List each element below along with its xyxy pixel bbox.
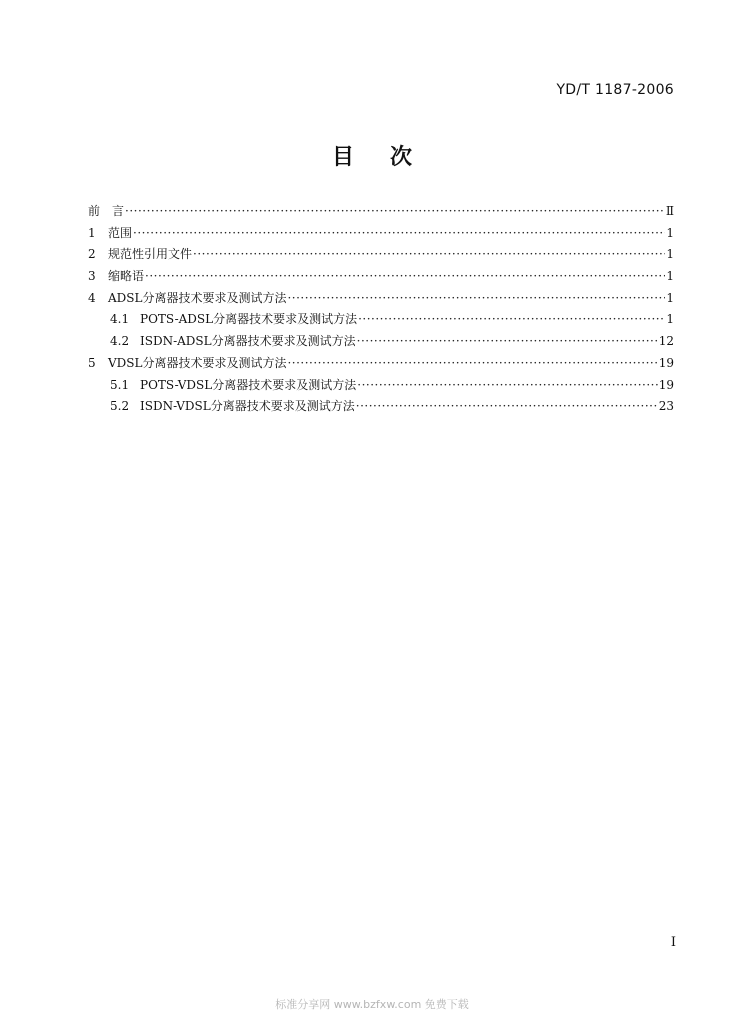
- toc-entry-page: 1: [666, 247, 674, 262]
- toc-entry-page: 23: [658, 399, 674, 414]
- toc-entry-number: 5.2: [110, 399, 130, 414]
- toc-entry-4-1[interactable]: [88, 309, 674, 331]
- toc-entry-text: 规范性引用文件: [108, 247, 193, 262]
- toc-entry-text: 缩略语: [108, 269, 145, 284]
- toc-entry-number: 1: [88, 225, 96, 240]
- toc-leader-dots: [145, 266, 665, 288]
- toc-leader-dots: [357, 375, 657, 397]
- toc-leader-dots: [133, 223, 665, 245]
- toc-entry-text: ISDN-VDSL分离器技术要求及测试方法: [140, 399, 355, 414]
- toc-entry-3[interactable]: [88, 266, 674, 288]
- document-code: YD/T 1187-2006: [556, 82, 674, 98]
- toc-leader-dots: [193, 244, 665, 266]
- watermark-text: 标准分享网 www.bzfxw.com 免费下载: [275, 998, 469, 1011]
- page-number: I: [670, 935, 676, 950]
- toc-entry-2[interactable]: [88, 244, 674, 266]
- toc-leader-dots: [356, 396, 658, 418]
- toc-entry-page: 1: [666, 312, 674, 327]
- toc-entry-number: 4.2: [110, 334, 130, 349]
- toc-entry-4[interactable]: [88, 288, 674, 310]
- toc-entry-5-1[interactable]: [88, 375, 674, 397]
- toc-entry-page: Ⅱ: [665, 204, 674, 218]
- toc-entry-number: 2: [88, 247, 96, 262]
- toc-entry-page: 1: [666, 290, 674, 305]
- toc-entry-page: 1: [666, 225, 674, 240]
- toc-leader-dots: [125, 201, 665, 223]
- toc-entry-number: 3: [88, 269, 96, 284]
- toc-entry-number: 4.1: [110, 312, 130, 327]
- toc-leader-dots: [287, 353, 657, 375]
- table-of-contents: [88, 201, 674, 418]
- toc-entry-1[interactable]: [88, 223, 674, 245]
- toc-entry-foreword[interactable]: [88, 201, 674, 223]
- toc-entry-page: 12: [658, 334, 674, 349]
- toc-entry-5-2[interactable]: [88, 396, 674, 418]
- toc-entry-number: 4: [88, 290, 96, 305]
- toc-entry-text: ISDN-ADSL分离器技术要求及测试方法: [140, 334, 356, 349]
- toc-entry-text: VDSL分离器技术要求及测试方法: [108, 355, 287, 370]
- toc-entry-4-2[interactable]: [88, 331, 674, 353]
- toc-entry-text: POTS-ADSL分离器技术要求及测试方法: [140, 312, 358, 327]
- toc-entry-number: 5.1: [110, 377, 130, 392]
- toc-leader-dots: [358, 309, 665, 331]
- toc-entry-page: 1: [666, 269, 674, 284]
- toc-leader-dots: [357, 331, 658, 353]
- toc-entry-text: POTS-VDSL分离器技术要求及测试方法: [140, 377, 357, 392]
- toc-entry-text: ADSL分离器技术要求及测试方法: [108, 290, 287, 305]
- toc-leader-dots: [287, 288, 665, 310]
- toc-entry-number: 5: [88, 355, 96, 370]
- toc-entry-text: 前 言: [88, 204, 125, 218]
- toc-entry-5[interactable]: [88, 353, 674, 375]
- toc-title: 目次: [331, 145, 448, 170]
- toc-entry-page: 19: [658, 355, 674, 370]
- toc-entry-text: 范围: [108, 225, 133, 240]
- toc-entry-page: 19: [658, 377, 674, 392]
